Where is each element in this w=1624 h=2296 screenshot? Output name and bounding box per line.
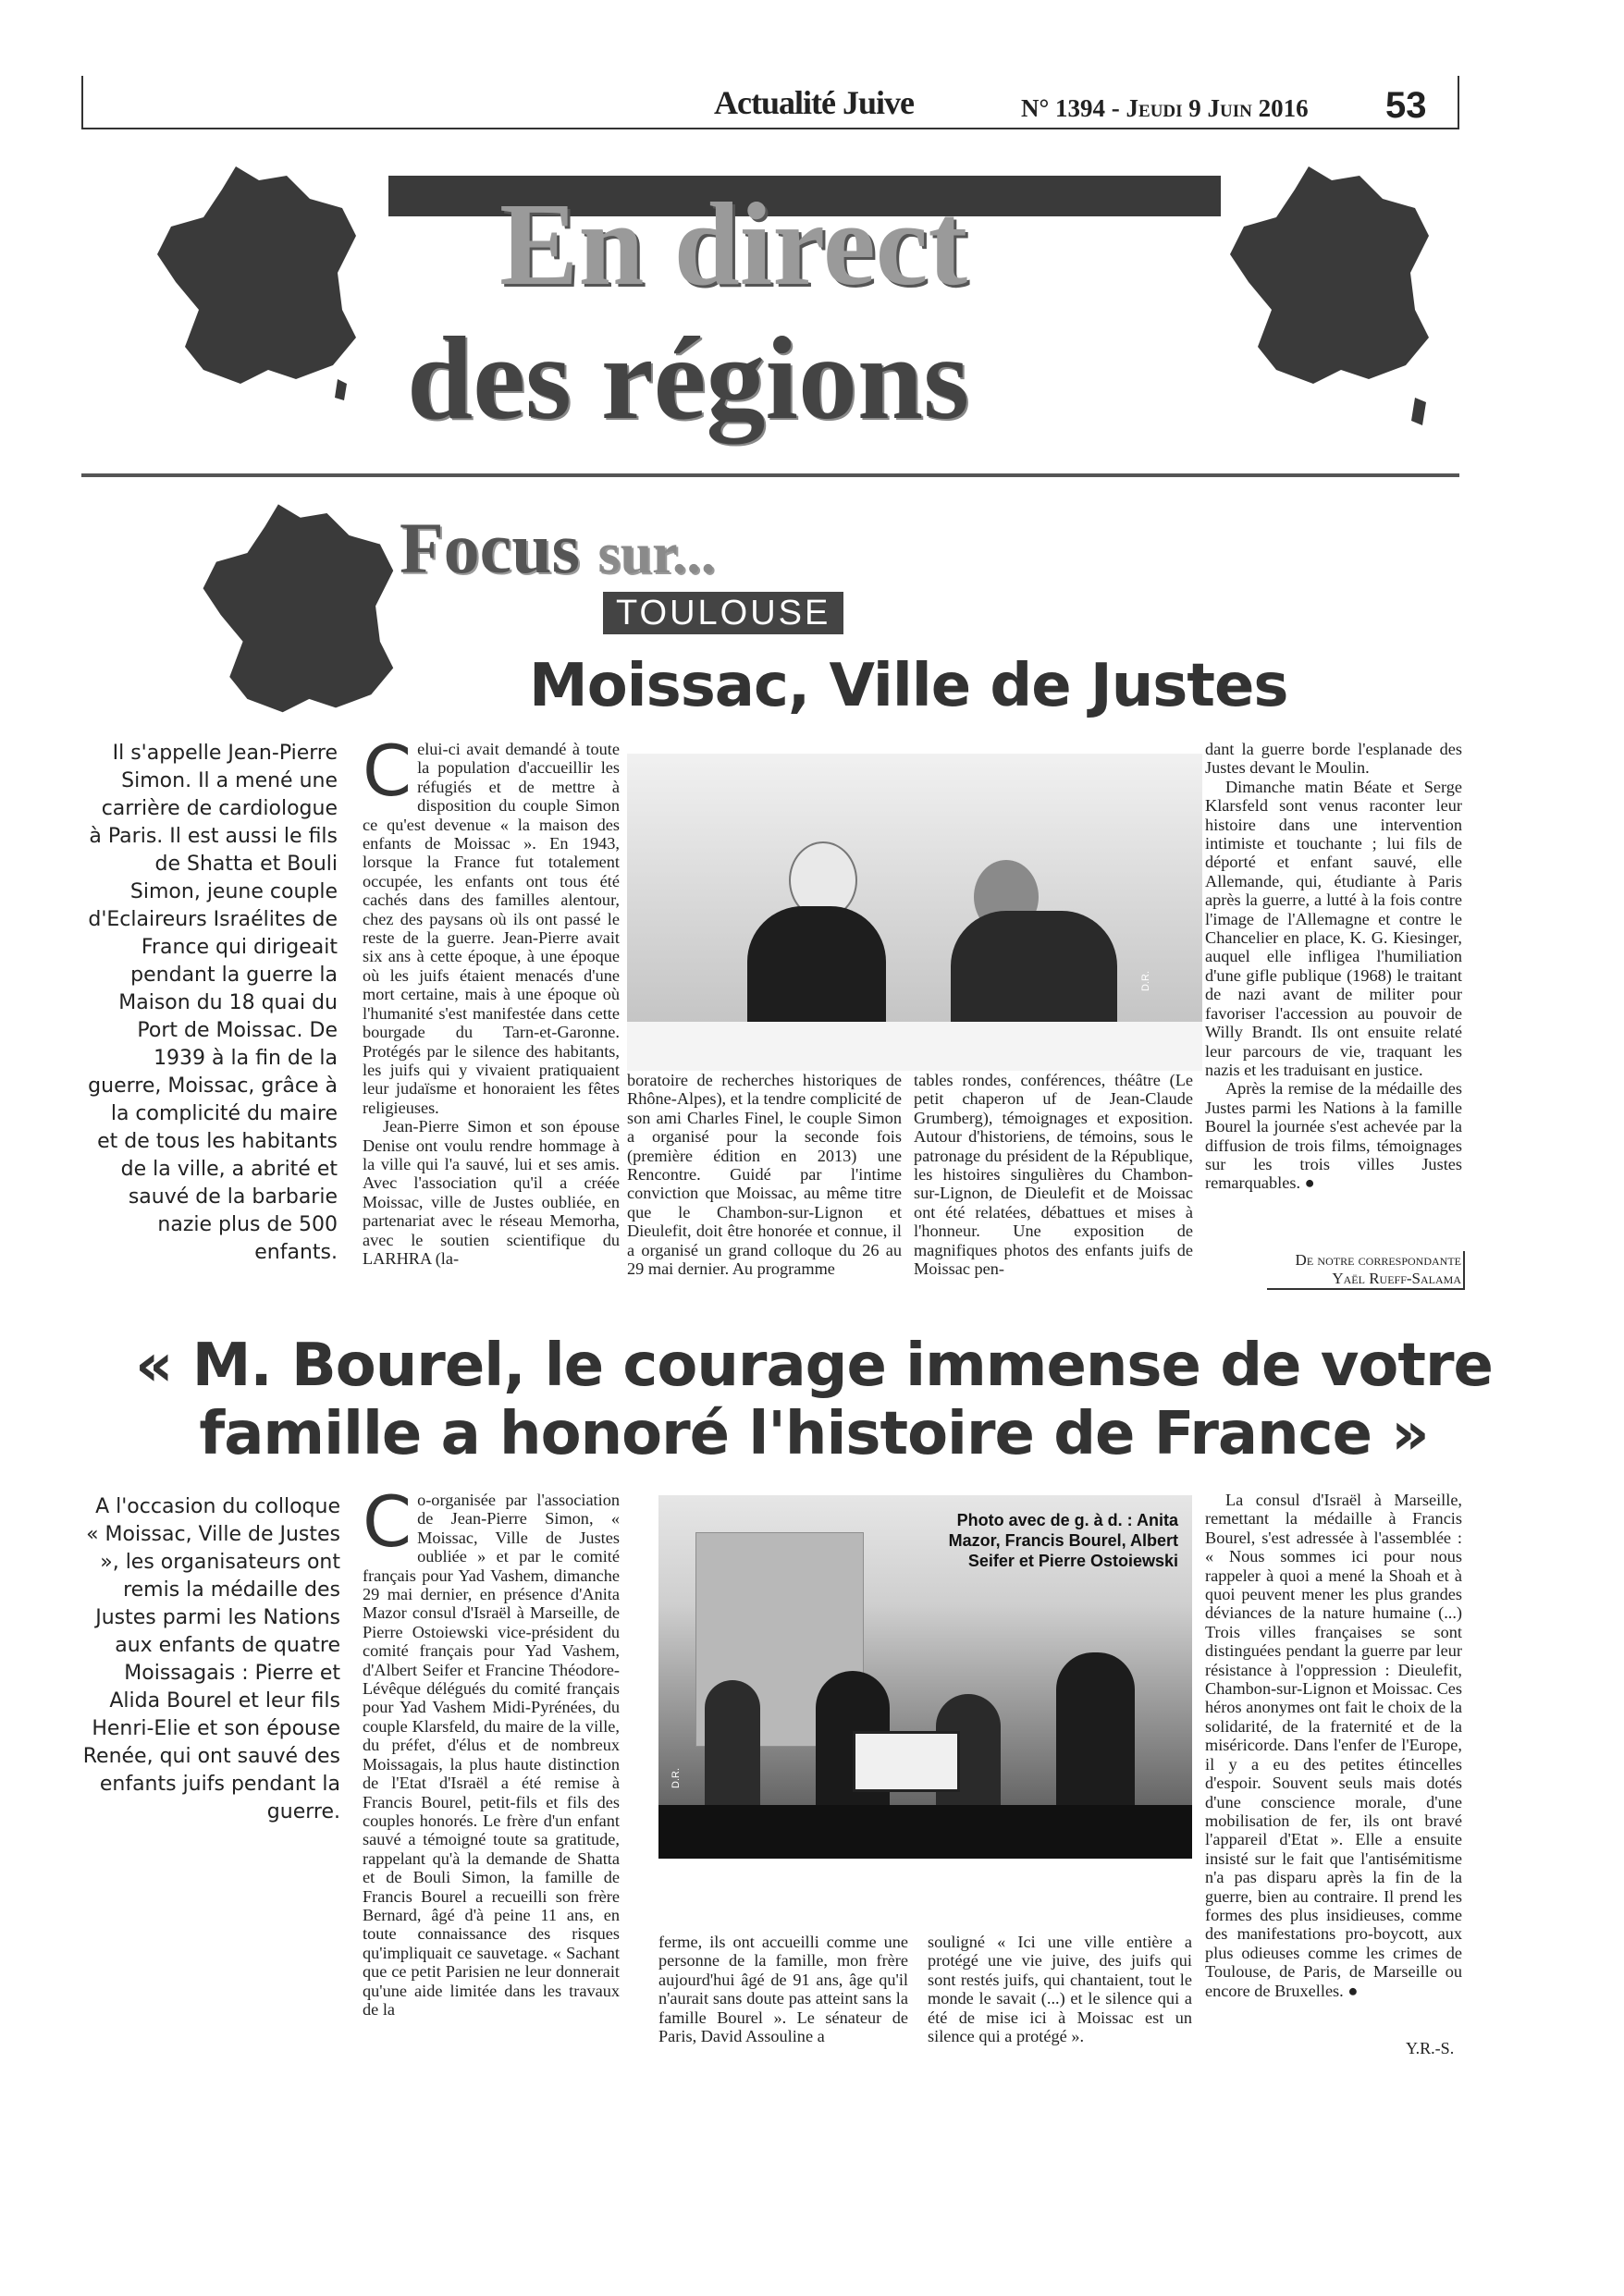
end-mark-icon: ● xyxy=(1304,1173,1315,1193)
page-number: 53 xyxy=(1385,85,1427,126)
article1-col1-para2: Jean-Pierre Simon et son épouse Denise ont voulu rendre hommage à la ville qui l'a sauvé, lui et ses amis. Avec l'association qu'il a créée Moissac, ville de Justes oubliée, en partenariat avec le réseau Memorha, avec le soutien scientifique du LARHRA (la- xyxy=(363,1117,620,1268)
article2-col3: souligné « Ici une ville entière a protégé une vie juive, des juifs qui sont restés juifs, qui chantaient, tout le monde le savait (...) et le silence qui a été de mise ici à Moissac est un silence qui a protégé ». xyxy=(928,1933,1192,2046)
france-map-focus-icon xyxy=(194,499,398,731)
article1-col4-para3-text: Après la remise de la médaille des Justes parmi les Nations à la famille Bourel la journée s'est achevée par la diffusion de trois films, témoignages sur les trois villes Justes remarquables. xyxy=(1205,1079,1462,1193)
banner-line2: des régions xyxy=(407,313,969,444)
article2-photo xyxy=(658,1495,1192,1859)
byline-rule-h xyxy=(1267,1288,1465,1290)
focus-suffix: sur... xyxy=(597,522,716,585)
byline-rule-v xyxy=(1463,1251,1465,1290)
article1-byline xyxy=(1202,1251,1461,1288)
table-surface xyxy=(627,1022,1202,1071)
article1-col1 xyxy=(363,730,620,1268)
article1-title: Moissac, Ville de Justes xyxy=(529,652,1288,720)
banner-line1: En direct xyxy=(499,178,968,310)
end-mark-2-icon: ● xyxy=(1347,1981,1359,2000)
byline-role: De notre correspondante xyxy=(1295,1251,1461,1269)
article1-col4-para1: dant la guerre borde l'esplanade des Justes devant le Moulin. xyxy=(1205,740,1462,778)
article1-col4-para3 xyxy=(1205,1079,1462,1192)
article2-col4-body: La consul d'Israël à Marseille, remettant la médaille à Francis Bourel, s'est adressée à l'assemblée : « Nous sommes ici pour nous rappeler à quoi a mené la Shoah et à quoi peuvent mener les plus grandes déviances de la nature humaine (...) Trois villes françaises se sont distinguées pendant la guerre par leur résistance à l'oppression : Dieulefit, Chambon-sur-Lignon et Moissac. Ces héros anonymes ont fait le choix de la solidarité, de la fraternité et de la miséricorde. Dans l'enfer de l'Europe, il y a eu des petites étincelles d'espoir. Souvent seuls mais dotés d'une conscience morale, d'une mobilisation de fer, ils ont bravé l'appareil d'Etat ». Elle a ensuite insisté sur le fait que l'antisémitisme n'a pas disparu après la fin de la guerre, bien au contraire. Il prend les formes des plus insidieuses, comme des manifestations pro-boycott, aux plus odieuses comme les crimes de Toulouse, de Paris, de Marseille ou encore de Bruxelles. xyxy=(1205,1491,1462,2000)
article2-col4 xyxy=(1205,1491,1462,2000)
article2-col1-text: o-organisée par l'association de Jean-Pierre Simon, « Moissac, Ville de Justes oubliée » et par le comité français pour Yad Vashem, dimanche 29 mai dernier, en présence d'Anita Mazor consul d'Israël à Marseille, de Pierre Ostoiewski vice-président du comité français pour Yad Vashem, d'Albert Seifer et Francine Théodore-Lévêque délégués du comité français pour Yad Vashem Midi-Pyrénées, du couple Klarsfeld, du maire de la ville, du préfet, d'élus et de nombreux Moissagais, la plus haute distinction de l'Etat d'Israël a été remise à Francis Bourel, petit-fils et fils des couples honorés. Le frère d'un enfant sauvé a témoigné toute sa gratitude, rappelant qu'à la demande de Shatta et de Bouli Simon, la famille de Francis Bourel a recueilli son frère Bernard, âgé d'à peine 11 ans, en toute connaissance des risques qu'impliquait ce sauvetage. « Sachant que ce petit Parisien ne leur donnerait qu'une aide limitée dans les travaux de la xyxy=(363,1491,620,2019)
article2-col4-text xyxy=(1205,1491,1462,2000)
article2-col1 xyxy=(363,1480,620,2019)
header-rule-left xyxy=(81,76,83,129)
article1-photo xyxy=(627,754,1202,1071)
header-rule xyxy=(81,128,1459,129)
dropcap: C xyxy=(363,730,412,812)
dropcap-2: C xyxy=(363,1480,412,1563)
france-map-right-icon xyxy=(1221,162,1433,430)
photo-credit-2: D.R. xyxy=(671,1768,682,1788)
photo-caption: Photo avec de g. à d. : Anita Mazor, Francis Bourel, Albert Seifer et Pierre Ostoiewski xyxy=(948,1511,1178,1570)
city-tag: TOULOUSE xyxy=(603,592,843,634)
article2-col2: ferme, ils ont accueilli comme une personne de la famille, mon frère aujourd'hui âgé de 91 ans, âge qu'il n'aurait sans doute pas atteint sans la famille Bourel ». Le sénateur de Paris, David Assouline a xyxy=(658,1933,908,2046)
author-initials: Y.R.-S. xyxy=(1406,2039,1455,2057)
article1-col4-para2: Dimanche matin Béate et Serge Klarsfeld sont venus raconter leur histoire dans une intervention intimiste et touchante ; lui fils de déporté et enfant sauvé, elle Allemande, qui, étudiante à Paris après la guerre, a lutté à la fois contre l'image de l'Allemagne et contre le Chancelier en place, K. G. Kiesinger, auquel elle infligea l'humiliation d'une gifle publique (1968) le traitant de nazi avant de militer pour favoriser l'accession au pouvoir de Willy Brandt. Ils ont ensuite relaté leur parcours de vie, traquant les nazis et les traduisant en justice. xyxy=(1205,777,1462,1079)
article2-title: « M. Bourel, le courage immense de votre famille a honoré l'histoire de France » xyxy=(135,1332,1493,1468)
article1-col1-text: elui-ci avait demandé à toute la population d'accueillir les réfugiés et de mettre à disposition du couple Simon ce qu'est devenue « la maison des enfants de Moissac ». En 1943, lorsque la France fut totalement occupée, les enfants ont tous été cachés dans des familles alentour, chez des paysans où ils ont passé le reste de la guerre. Jean-Pierre avait six ans à cette époque, à une époque où les juifs étaient menacés d'une mort certaine, mais à une époque où l'humanité s'est manifestée dans cette bourgade du Tarn-et-Garonne. Protégés par le silence des habitants, les juifs qui y vivaient pratiquaient leur judaïsme et honoraient les fêtes religieuses. xyxy=(363,740,620,1117)
focus-title xyxy=(400,507,715,590)
banner-rule xyxy=(81,473,1459,477)
article1-col2: boratoire de recherches historiques de Rhône-Alpes), et la tendre complicité de son ami Charles Finel, le couple Simon a organisé pour la seconde fois (première édition en 2013) une Rencontre. Guidé par l'intime conviction que Moissac, au même titre que le Chambon-sur-Lignon et Dieulefit, doit être honorée et connue, il a organisé un grand colloque du 26 au 29 mai dernier. Au programme xyxy=(627,1071,902,1279)
focus-word: Focus xyxy=(400,508,580,588)
article2-lede: A l'occasion du colloque « Moissac, Ville de Justes », les organisateurs ont remis la médaille des Justes parmi les Nations aux enfants de quatre Moissagais : Pierre et Alida Bourel et leur fils Henri-Elie et son épouse Renée, qui ont sauvé des enfants juifs pendant la guerre. xyxy=(82,1495,340,1823)
masthead-logo: Actualité Juive xyxy=(714,84,914,121)
article1-col3: tables rondes, conférences, théâtre (Le petit chaperon uf de Jean-Claude Grumberg), témoignages et exposition. Autour d'historiens, de témoins, sous le patronage du président de la République, les histoires singulières du Chambon-sur-Lignon, de Dieulefit et de Moissac ont été relatées, débattues et mises à l'honneur. Une exposition de magnifiques photos des enfants juifs de Moissac pen- xyxy=(914,1071,1193,1279)
photo-credit: D.R. xyxy=(1140,971,1151,991)
article1-lede: Il s'appelle Jean-Pierre Simon. Il a mené une carrière de cardiologue à Paris. Il est aussi le fils de Shatta et Bouli Simon, jeune couple d'Eclaireurs Israélites de France qui dirigeait pendant la guerre la Maison du 18 quai du Port de Moissac. De 1939 à la fin de la guerre, Moissac, grâce à la complicité du maire et de tous les habitants de la ville, a abrité et sauvé de la barbarie nazie plus de 500 enfants. xyxy=(88,742,338,1264)
header-rule-right xyxy=(1458,76,1459,129)
france-map-left-icon xyxy=(148,162,361,402)
medal-certificate xyxy=(853,1731,960,1792)
byline-author: Yaël Rueff-Salama xyxy=(1332,1270,1461,1287)
article1-col4 xyxy=(1205,740,1462,1193)
issue-info: N° 1394 - Jeudi 9 Juin 2016 xyxy=(1021,94,1309,122)
podium xyxy=(658,1805,1192,1859)
